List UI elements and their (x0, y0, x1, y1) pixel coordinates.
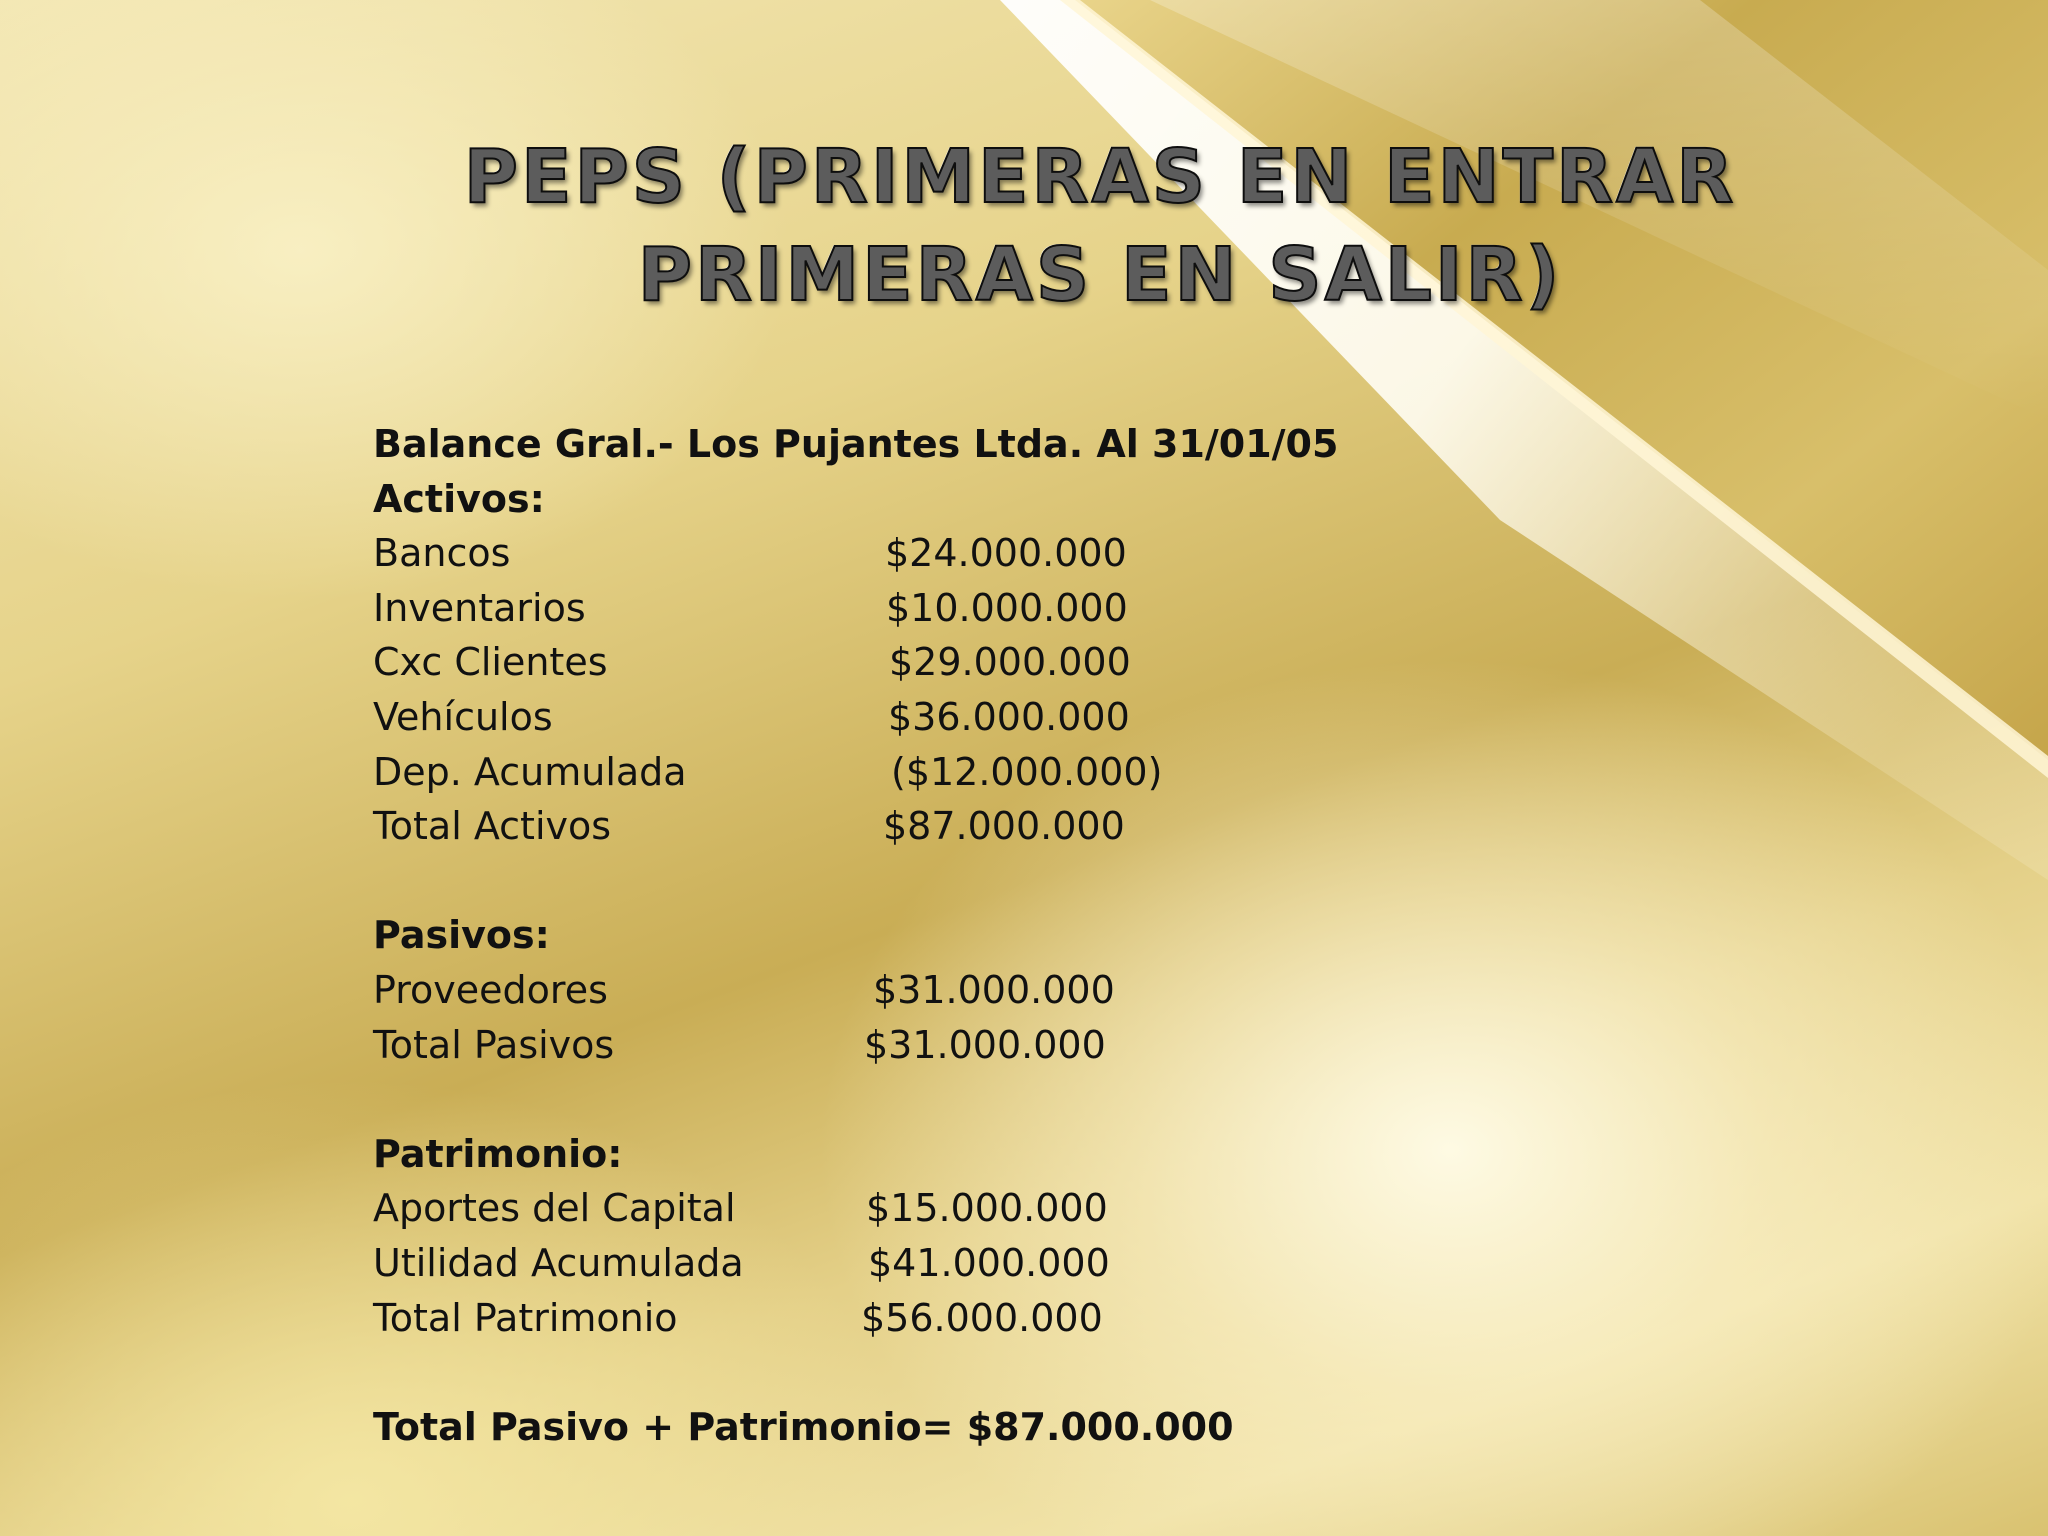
row-value: $10.000.000 (886, 585, 1128, 630)
row-label: Dep. Acumulada (373, 749, 687, 794)
row-value: $29.000.000 (889, 640, 1131, 685)
balance-heading: Balance Gral.- Los Pujantes Ltda. Al 31/01/05 (373, 422, 1339, 466)
row-value: $15.000.000 (866, 1186, 1108, 1231)
total-label: Total Pasivos (373, 1022, 615, 1067)
total-value: $56.000.000 (861, 1295, 1103, 1340)
total-value: $87.000.000 (883, 804, 1125, 849)
slide-title-line-1: PEPS (PRIMERAS EN ENTRAR (463, 134, 1737, 220)
total-value: $31.000.000 (864, 1022, 1106, 1067)
grand-total: Total Pasivo + Patrimonio= $87.000.000 (373, 1404, 1234, 1449)
row-label: Cxc Clientes (373, 640, 608, 685)
slide-title (300, 128, 1900, 324)
row-value: $31.000.000 (873, 967, 1115, 1012)
row-label: Bancos (373, 531, 511, 576)
row-label: Vehículos (373, 694, 553, 739)
row-label: Inventarios (373, 585, 586, 630)
slide-title-line-2: PRIMERAS EN SALIR) (637, 232, 1563, 318)
row-label: Proveedores (373, 967, 608, 1012)
patrimonio-header: Patrimonio: (373, 1131, 623, 1176)
activos-header: Activos: (373, 476, 545, 521)
row-value: $24.000.000 (885, 531, 1127, 576)
row-value: ($12.000.000) (891, 749, 1163, 794)
row-label: Utilidad Acumulada (373, 1240, 744, 1285)
total-label: Total Patrimonio (373, 1295, 678, 1340)
total-label: Total Activos (373, 804, 612, 849)
row-label: Aportes del Capital (373, 1186, 736, 1231)
row-value: $41.000.000 (868, 1240, 1110, 1285)
pasivos-header: Pasivos: (373, 913, 550, 958)
row-value: $36.000.000 (888, 694, 1130, 739)
